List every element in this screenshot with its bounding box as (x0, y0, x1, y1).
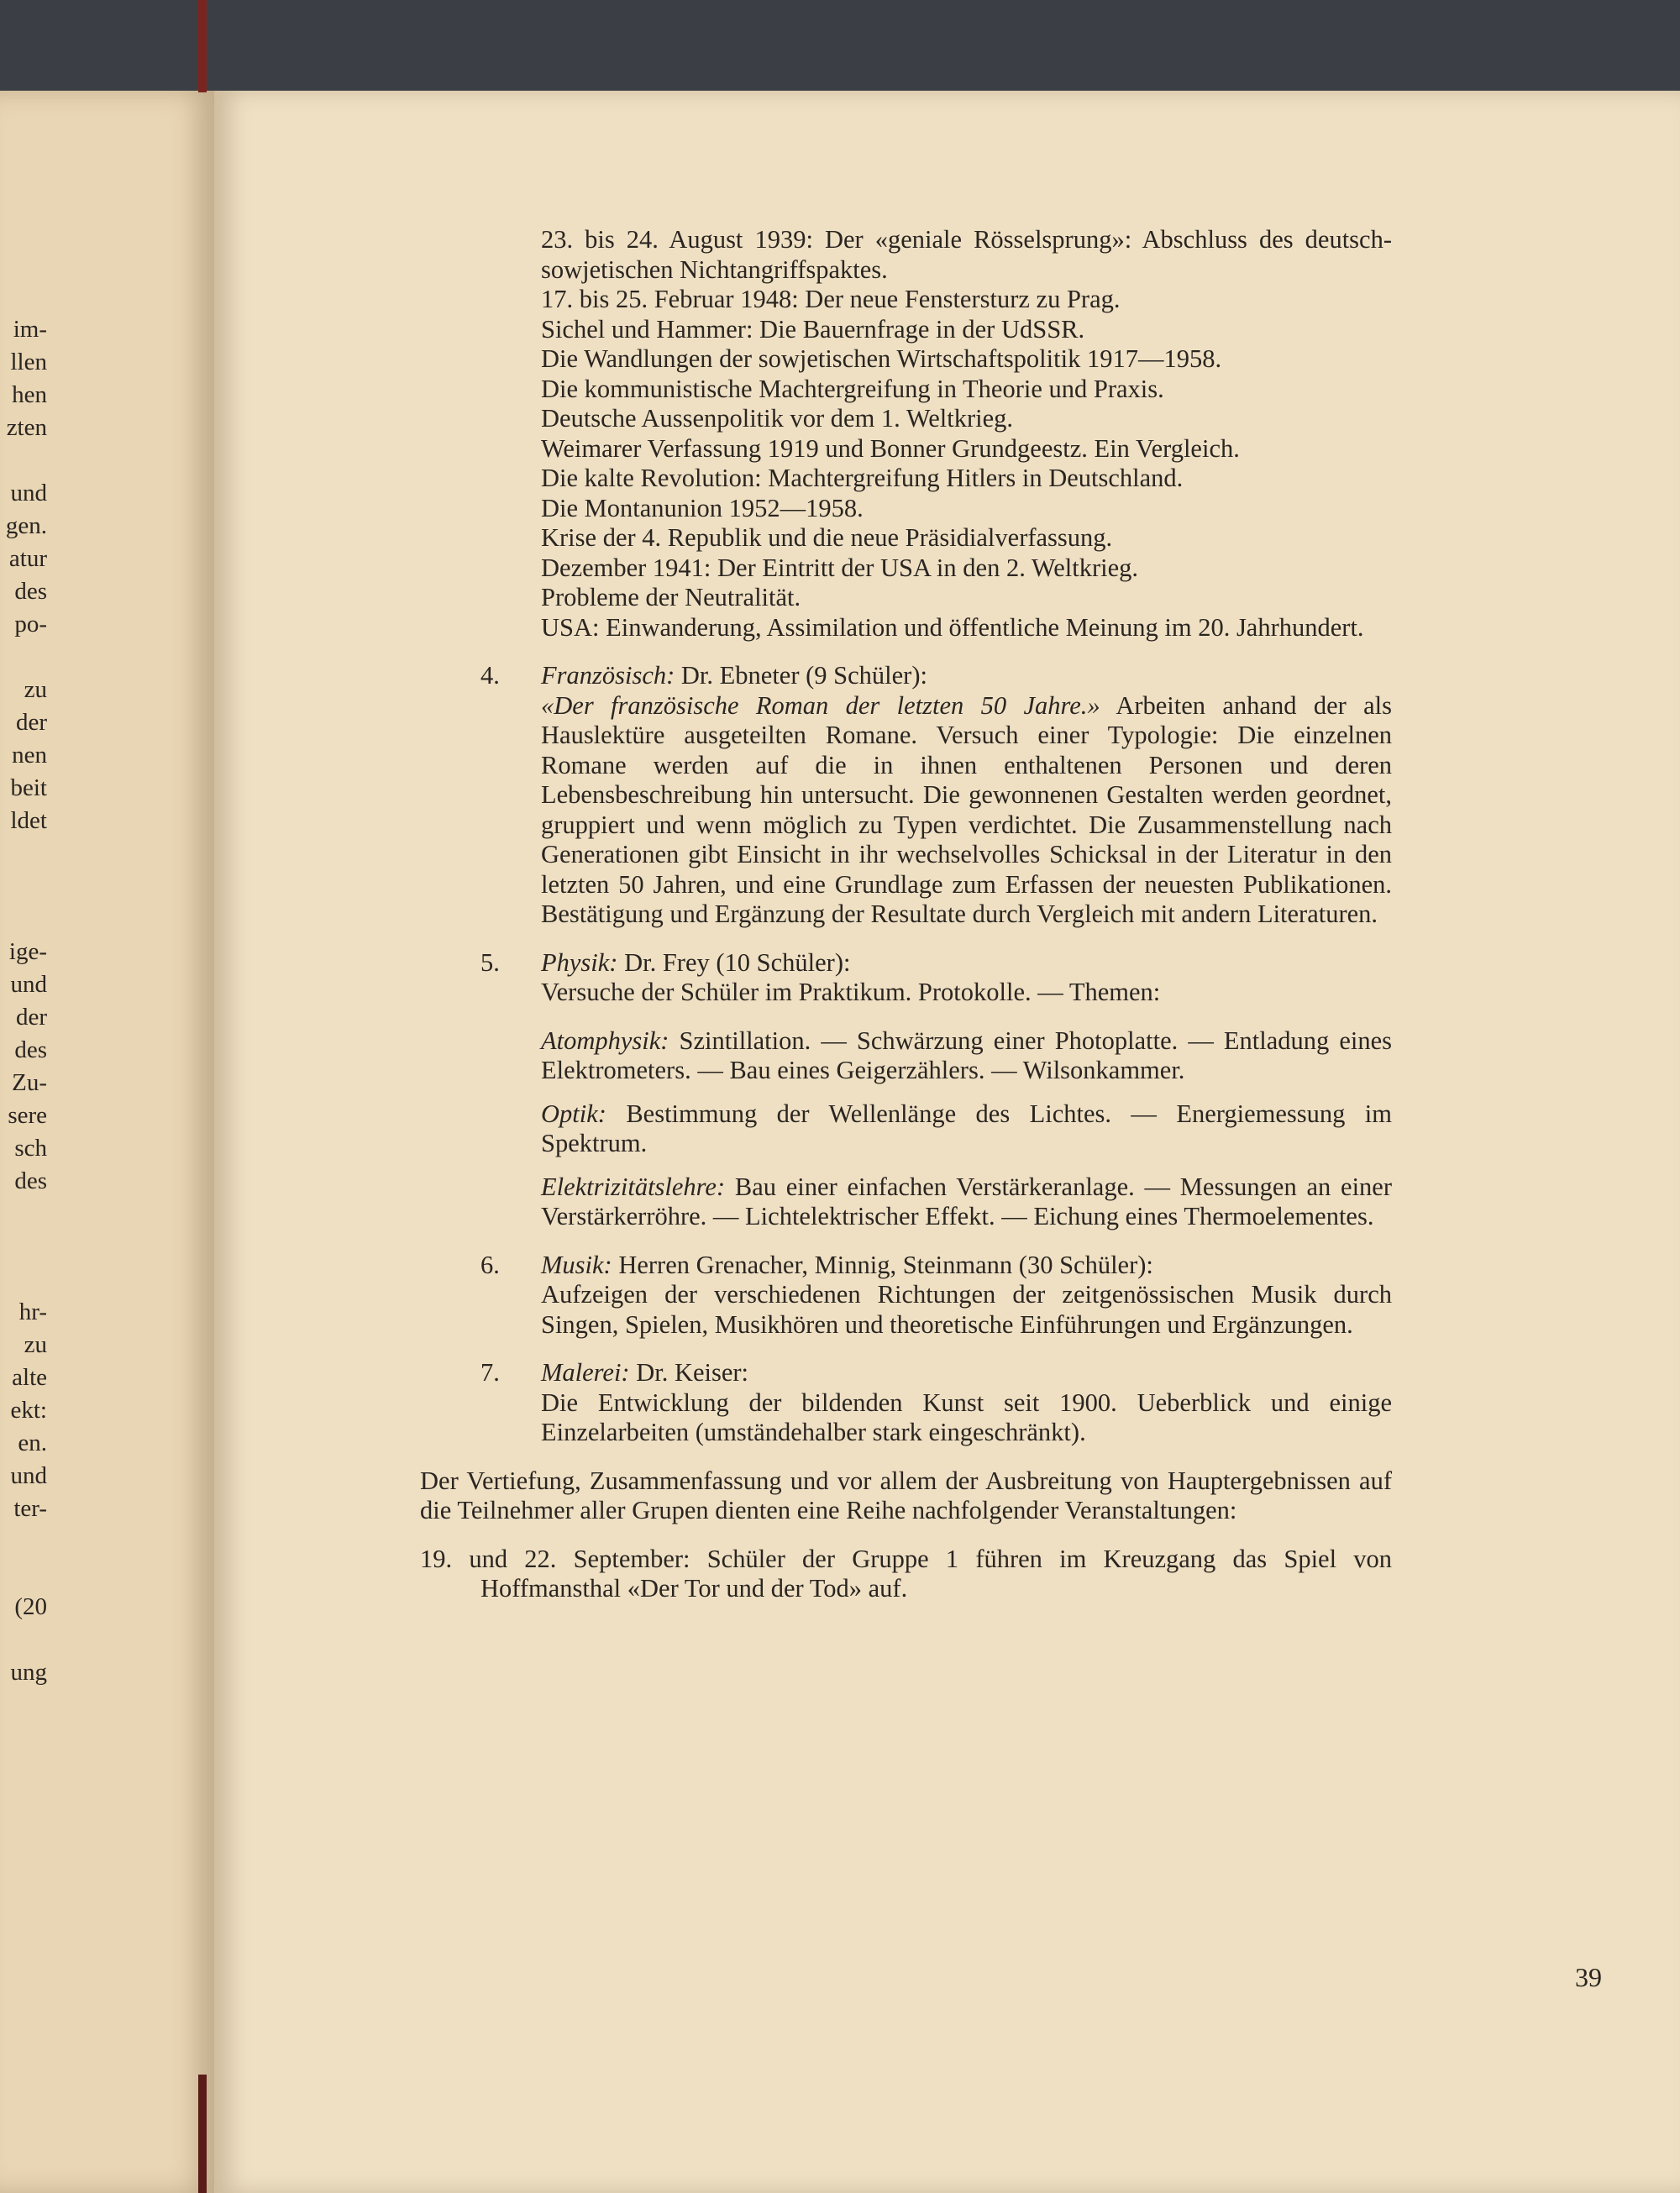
left-fragment: und (10, 971, 47, 998)
section-teacher: Dr. Keiser: (629, 1358, 749, 1387)
left-fragment: llen (10, 349, 47, 375)
event-date: 19. und 22. September: (420, 1544, 690, 1573)
subtopic-label: Atomphysik: (541, 1026, 669, 1055)
left-fragment: atur (8, 545, 47, 572)
section-painting (480, 1358, 1392, 1388)
left-fragment: nen (12, 742, 47, 769)
left-fragment (0, 870, 47, 903)
left-page (0, 91, 217, 2193)
topic-item: Die kommunistische Machtergreifung in Theorie und Praxis. (541, 374, 1164, 403)
event-entry (420, 1545, 1392, 1604)
section-number: 6. (480, 1250, 500, 1279)
section-number: 7. (480, 1358, 500, 1387)
section-subject: Französisch: (541, 661, 675, 690)
left-fragment (0, 641, 47, 674)
section-music-body (480, 1280, 1392, 1340)
left-fragment: sere (8, 1102, 47, 1129)
subtopic-text: Bestimmung der Wellenlänge des Lichtes. — Energiemessung im Spektrum. (541, 1099, 1392, 1157)
left-fragment: der (15, 709, 47, 736)
section-subject: Musik: (541, 1250, 612, 1279)
section-title: «Der französische Roman der letzten 50 Jahre.» (541, 690, 1100, 720)
left-fragment (0, 444, 47, 477)
topic-item: Probleme der Neutralität. (541, 583, 801, 611)
left-fragment: (20 (14, 1593, 47, 1620)
section-intro: Versuche der Schüler im Praktikum. Protokolle. — Themen: (541, 978, 1161, 1006)
binding-edge (198, 0, 207, 92)
section-french (480, 661, 1392, 691)
left-fragment: ige- (8, 938, 47, 965)
left-fragment (0, 903, 47, 936)
left-fragment: ekt: (10, 1397, 47, 1424)
page-content (420, 225, 1393, 1604)
section-painting-body (480, 1388, 1392, 1448)
left-fragment: zu (24, 676, 47, 703)
left-fragment: und (10, 1462, 47, 1489)
section-physics (480, 948, 1392, 978)
left-fragment (0, 1624, 47, 1656)
section-number: 5. (480, 947, 500, 977)
left-fragment: sch (14, 1135, 47, 1162)
left-page-text-fragments (0, 313, 47, 1689)
section-text: Die Entwicklung der bildenden Kunst seit 1900. Ueberblick und einige Einzelarbeiten (umständehalber stark eingeschränkt). (541, 1388, 1392, 1446)
left-fragment (0, 1198, 47, 1230)
left-fragment (0, 837, 47, 870)
subtopic-text: Szintillation. — Schwärzung einer Photoplatte. — Entladung eines Elektrometers. — Bau eines Geigerzählers. — Wilsonkammer. (541, 1026, 1392, 1084)
left-fragment (0, 1525, 47, 1558)
section-teacher: Herren Grenacher, Minnig, Steinmann (30 Schüler): (612, 1250, 1153, 1279)
closing-paragraph (420, 1466, 1392, 1526)
topic-item: Die kalte Revolution: Machtergreifung Hitlers in Deutschland. (541, 464, 1184, 492)
left-fragment (0, 1263, 47, 1296)
closing-text: Der Vertiefung, Zusammenfassung und vor allem der Ausbreitung von Hauptergebnissen auf die Teilnehmer aller Grupen dienten eine Reihe nachfolgender Veranstaltungen: (420, 1466, 1392, 1524)
section-teacher: Dr. Frey (10 Schüler): (617, 947, 851, 977)
topic-item: 17. bis 25. Februar 1948: Der neue Fenstersturz zu Prag. (541, 285, 1121, 313)
left-fragment: zten (6, 414, 47, 441)
binding-edge-bottom (198, 2075, 207, 2193)
left-fragment: en. (18, 1430, 47, 1456)
section-music (480, 1251, 1392, 1281)
section-text: Arbeiten anhand der als Hauslektüre ausgeteilten Romane. Versuch einer Typologie: Die einzelnen Romane werden auf die in ihnen enthaltenen Personen und deren Lebensbeschreibung hin untersucht. Die gewonnenen Gestalten werden geordnet, gruppiert und wenn möglich zu Typen verdichtet. Die Zusammenstellung nach Generationen gibt Einsicht in ihr wechselvolles Schicksal in der Literatur in den letzten 50 Jahren, und eine Grundlage zum Erfassen der neuesten Publikationen. Bestätigung und Ergänzung der Resultate durch Vergleich mit andern Literaturen. (541, 690, 1392, 928)
topic-item: 23. bis 24. August 1939: Der «geniale Rösselsprung»: Abschluss des deutsch-sowjetischen Nichtangriffspaktes. (541, 225, 1392, 284)
left-fragment: zu (24, 1331, 47, 1358)
left-fragment (0, 1230, 47, 1263)
topic-item: Die Montanunion 1952—1958. (541, 493, 864, 522)
topic-item: Krise der 4. Republik und die neue Präsidialverfassung. (541, 523, 1113, 552)
left-fragment: gen. (5, 512, 47, 539)
left-fragment: alte (12, 1364, 47, 1391)
left-fragment: po- (14, 611, 47, 637)
left-fragment: hen (12, 381, 47, 408)
page-number: 39 (1575, 1962, 1602, 1992)
left-fragment: ter- (13, 1495, 47, 1522)
topic-list (480, 225, 1392, 643)
left-fragment: im- (13, 316, 47, 343)
left-fragment: Zu- (12, 1069, 47, 1096)
section-physics-body (480, 978, 1392, 1232)
left-fragment: des (14, 1167, 47, 1194)
topic-item: Sichel und Hammer: Die Bauernfrage in der UdSSR. (541, 314, 1085, 344)
section-french-body (480, 691, 1392, 930)
section-text: Aufzeigen der verschiedenen Richtungen der zeitgenössischen Musik durch Singen, Spielen, Musikhören und theoretische Einführungen und Ergänzungen. (541, 1280, 1392, 1339)
topic-item: USA: Einwanderung, Assimilation und öffentliche Meinung im 20. Jahrhundert. (541, 612, 1364, 642)
section-subject: Malerei: (541, 1358, 630, 1387)
left-fragment: hr- (18, 1298, 47, 1325)
left-fragment: des (14, 578, 47, 605)
right-page (214, 91, 1680, 2193)
left-fragment: der (15, 1004, 47, 1031)
left-fragment: ldet (10, 807, 47, 834)
left-fragment: beit (10, 774, 47, 801)
section-teacher: Dr. Ebneter (9 Schüler): (675, 661, 927, 690)
subtopic-text: Bau einer einfachen Verstärkeranlage. — Messungen an einer Verstärkerröhre. — Lichtelektrischer Effekt. — Eichung eines Thermoelementes. (541, 1172, 1392, 1230)
section-subject: Physik: (541, 947, 618, 977)
left-fragment: des (14, 1036, 47, 1063)
topic-item: Dezember 1941: Der Eintritt der USA in den 2. Weltkrieg. (541, 553, 1139, 582)
event-text: Schüler der Gruppe 1 führen im Kreuzgang das Spiel von Hoffmansthal «Der Tor und der Tod» auf. (480, 1544, 1393, 1603)
left-fragment (0, 1558, 47, 1591)
section-number: 4. (480, 661, 500, 690)
topic-item: Weimarer Verfassung 1919 und Bonner Grundgeestz. Ein Vergleich. (541, 433, 1240, 463)
left-fragment: und (10, 480, 47, 506)
subtopic-label: Elektrizitätslehre: (541, 1172, 726, 1201)
subtopic-label: Optik: (541, 1099, 606, 1128)
topic-item: Deutsche Aussenpolitik vor dem 1. Weltkrieg. (541, 404, 1013, 433)
topic-item: Die Wandlungen der sowjetischen Wirtschaftspolitik 1917—1958. (541, 344, 1222, 373)
left-fragment: ung (10, 1659, 47, 1686)
